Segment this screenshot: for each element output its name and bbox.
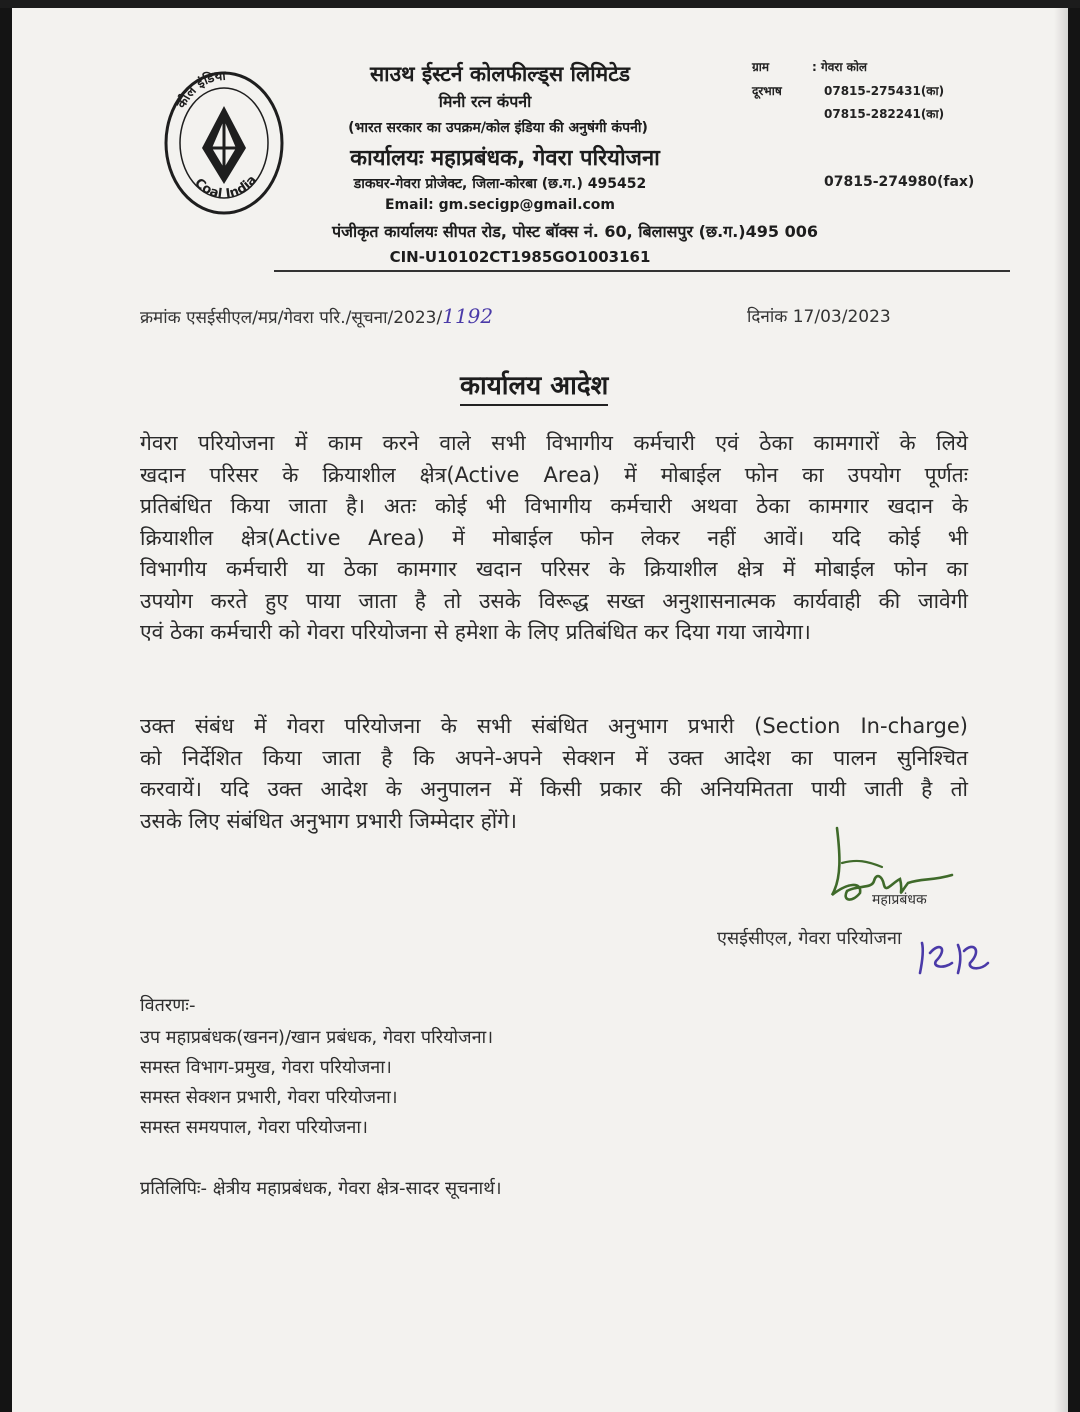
paragraph-line: करवायें। यदि उक्त आदेश के अनुपालन में किसी प्रकार की अनियमितता पायी जाती है तो bbox=[140, 777, 968, 801]
top-frame bbox=[0, 0, 1080, 8]
page-edge-shadow bbox=[1054, 8, 1068, 1412]
phone-1: 07815-275431(का) bbox=[824, 84, 945, 98]
cin-number: CIN-U10102CT1985GO1003161 bbox=[389, 248, 651, 266]
signature-date bbox=[908, 972, 909, 973]
paragraph-line: एवं ठेका कर्मचारी को गेवरा परियोजना से हमेशा के लिए प्रतिबंधित कर दिया गया जायेगा। bbox=[140, 620, 811, 644]
signatory-organisation: एसईसीएल, गेवरा परियोजना bbox=[717, 928, 902, 949]
order-date: दिनांक 17/03/2023 bbox=[747, 307, 891, 327]
company-name: साउथ ईस्टर्न कोलफील्ड्स लिमिटेड bbox=[369, 62, 631, 86]
document-title: कार्यालय आदेश bbox=[460, 366, 608, 406]
distribution-item: समस्त विभाग-प्रमुख, गेवरा परियोजना। bbox=[140, 1057, 392, 1078]
phone-label: दूरभाष bbox=[752, 84, 782, 98]
paragraph-line: उक्त संबंध में गेवरा परियोजना के सभी संबंधित अनुभाग प्रभारी (Section In-charge) bbox=[140, 714, 968, 738]
distribution-item: उप महाप्रबंधक(खनन)/खान प्रबंधक, गेवरा परियोजना। bbox=[140, 1027, 494, 1048]
fax-number: 07815-274980(fax) bbox=[824, 174, 975, 190]
distribution-label: वितरणः- bbox=[140, 995, 196, 1016]
office-name: कार्यालयः महाप्रबंधक, गेवरा परियोजना bbox=[350, 146, 660, 171]
distribution-item: समस्त सेक्शन प्रभारी, गेवरा परियोजना। bbox=[140, 1087, 398, 1108]
signatory-designation: महाप्रबंधक bbox=[872, 892, 927, 908]
distribution-item: समस्त समयपाल, गेवरा परियोजना। bbox=[140, 1117, 368, 1138]
postal-address: डाकघर-गेवरा प्रोजेक्ट, जिला-कोरबा (छ.ग.) 495452 bbox=[353, 176, 647, 192]
paragraph-line: खदान परिसर के क्रियाशील क्षेत्र(Active Area) में मोबाईल फोन का उपयोग पूर्णतः bbox=[140, 462, 968, 487]
copy-to-line: प्रतिलिपिः- क्षेत्रीय महाप्रबंधक, गेवरा क्षेत्र-सादर सूचनार्थ। bbox=[140, 1178, 502, 1199]
reference-line bbox=[140, 304, 493, 328]
paragraph-line: क्रियाशील क्षेत्र(Active Area) में मोबाईल फोन लेकर नहीं आवें। यदि कोई भी bbox=[140, 525, 968, 550]
paragraph-2 bbox=[140, 711, 968, 837]
paragraph-line: उसके लिए संबंधित अनुभाग प्रभारी जिम्मेदार होंगे। bbox=[140, 808, 517, 833]
gram-label: ग्राम bbox=[752, 60, 770, 74]
gram-value: : गेवरा कोल bbox=[812, 60, 868, 74]
header-rule bbox=[274, 270, 1010, 272]
reference-number: क्रमांक एसईसीएल/मप्र/गेवरा परि./सूचना/2023/ bbox=[140, 308, 443, 328]
logo-text-top: कोल इंडिया bbox=[174, 68, 227, 112]
office-order-document bbox=[12, 8, 1068, 1412]
handwritten-reference-no: 1192 bbox=[442, 304, 494, 328]
paragraph-line: को निर्देशित किया जाता है कि अपने-अपने सेक्शन में उक्त आदेश का पालन सुनिश्चित bbox=[140, 745, 968, 770]
paragraph-line: उपयोग करते हुए पाया जाता है तो उसके विरूद्ध सख्त अनुशासनात्मक कार्यवाही की जावेगी bbox=[140, 588, 968, 613]
company-subsidiary: (भारत सरकार का उपक्रम/कोल इंडिया की अनुषंगी कंपनी) bbox=[348, 120, 648, 136]
paragraph-line: प्रतिबंधित किया जाता है। अतः कोई भी विभागीय कर्मचारी अथवा ठेका कामगार खदान के bbox=[140, 494, 968, 518]
logo-text-bottom: Coal India bbox=[191, 172, 260, 202]
registered-office: पंजीकृत कार्यालयः सीपत रोड, पोस्ट बॉक्स नं. 60, बिलासपुर (छ.ग.)495 006 bbox=[332, 222, 818, 241]
company-status: मिनी रत्न कंपनी bbox=[438, 92, 532, 111]
phone-2: 07815-282241(का) bbox=[824, 107, 945, 121]
paragraph-1 bbox=[140, 428, 968, 649]
email-address: Email: gm.secigp@gmail.com bbox=[384, 197, 616, 213]
paragraph-line: गेवरा परियोजना में काम करने वाले सभी विभागीय कर्मचारी एवं ठेका कामगारों के लिये bbox=[140, 431, 968, 455]
paragraph-line: विभागीय कर्मचारी या ठेका कामगार खदान परिसर के क्रियाशील क्षेत्र में मोबाईल फोन का bbox=[140, 557, 968, 581]
